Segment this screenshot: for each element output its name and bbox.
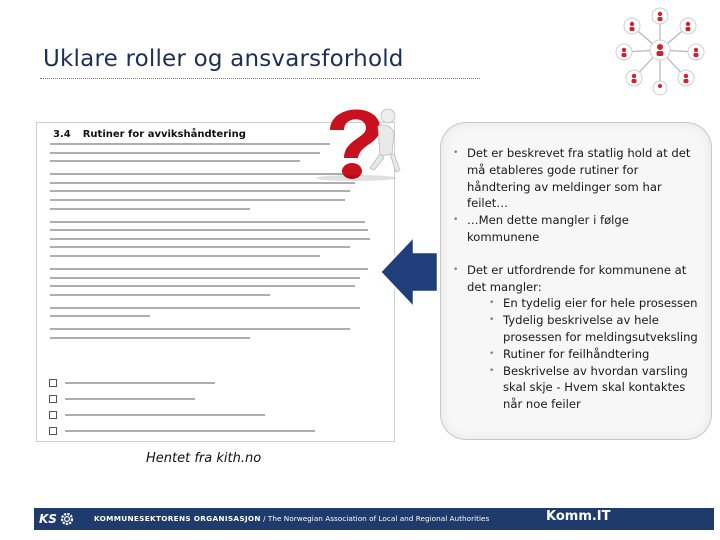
document-section-number: 3.4 <box>53 129 71 140</box>
slide-title: Uklare roller og ansvarsforhold <box>43 46 404 72</box>
checklist-item <box>49 391 315 407</box>
document-section-heading <box>53 129 246 140</box>
sub-bullet-item: • Tydelig beskrivelse av hele prosessen for meldingsutveksling <box>453 312 703 346</box>
bullet-item: • Det er beskrevet fra statlig hold at det må etableres gode rutiner for håndtering av meldinger som har feilet… <box>453 145 703 212</box>
sub-bullet-item: • Beskrivelse av hvordan varsling skal skje - Hvem skal kontaktes når noe feiler <box>453 363 703 413</box>
footer-org-name: KOMMUNESEKTORENS ORGANISASJON <box>94 514 261 523</box>
footer-organisation <box>94 514 489 523</box>
title-divider <box>40 78 480 79</box>
footer-org-english: / The Norwegian Association of Local and Regional Authorities <box>260 514 490 523</box>
bullet-item: • …Men dette mangler i følge kommunene <box>453 212 703 246</box>
network-people-icon <box>612 4 708 96</box>
footer-bar <box>34 508 714 530</box>
document-section-title: Rutiner for avvikshåndtering <box>82 129 246 140</box>
source-caption: Hentet fra kith.no <box>146 451 262 466</box>
checklist-item <box>49 407 315 423</box>
ks-gear-icon <box>59 511 75 527</box>
document-checklist <box>49 375 315 439</box>
kommit-logo: Komm.IT <box>546 509 611 524</box>
question-mark-figure-icon <box>308 96 404 182</box>
ks-logo: KS <box>39 512 57 526</box>
sub-bullet-item: • En tydelig eier for hele prosessen <box>453 295 703 312</box>
bullet-item: • Det er utfordrende for kommunene at det mangler: <box>453 262 703 296</box>
sub-bullet-item: • Rutiner for feilhåndtering <box>453 346 703 363</box>
checklist-item <box>49 375 315 391</box>
summary-panel <box>440 122 712 440</box>
checklist-item <box>49 423 315 439</box>
left-arrow-icon <box>378 234 440 310</box>
